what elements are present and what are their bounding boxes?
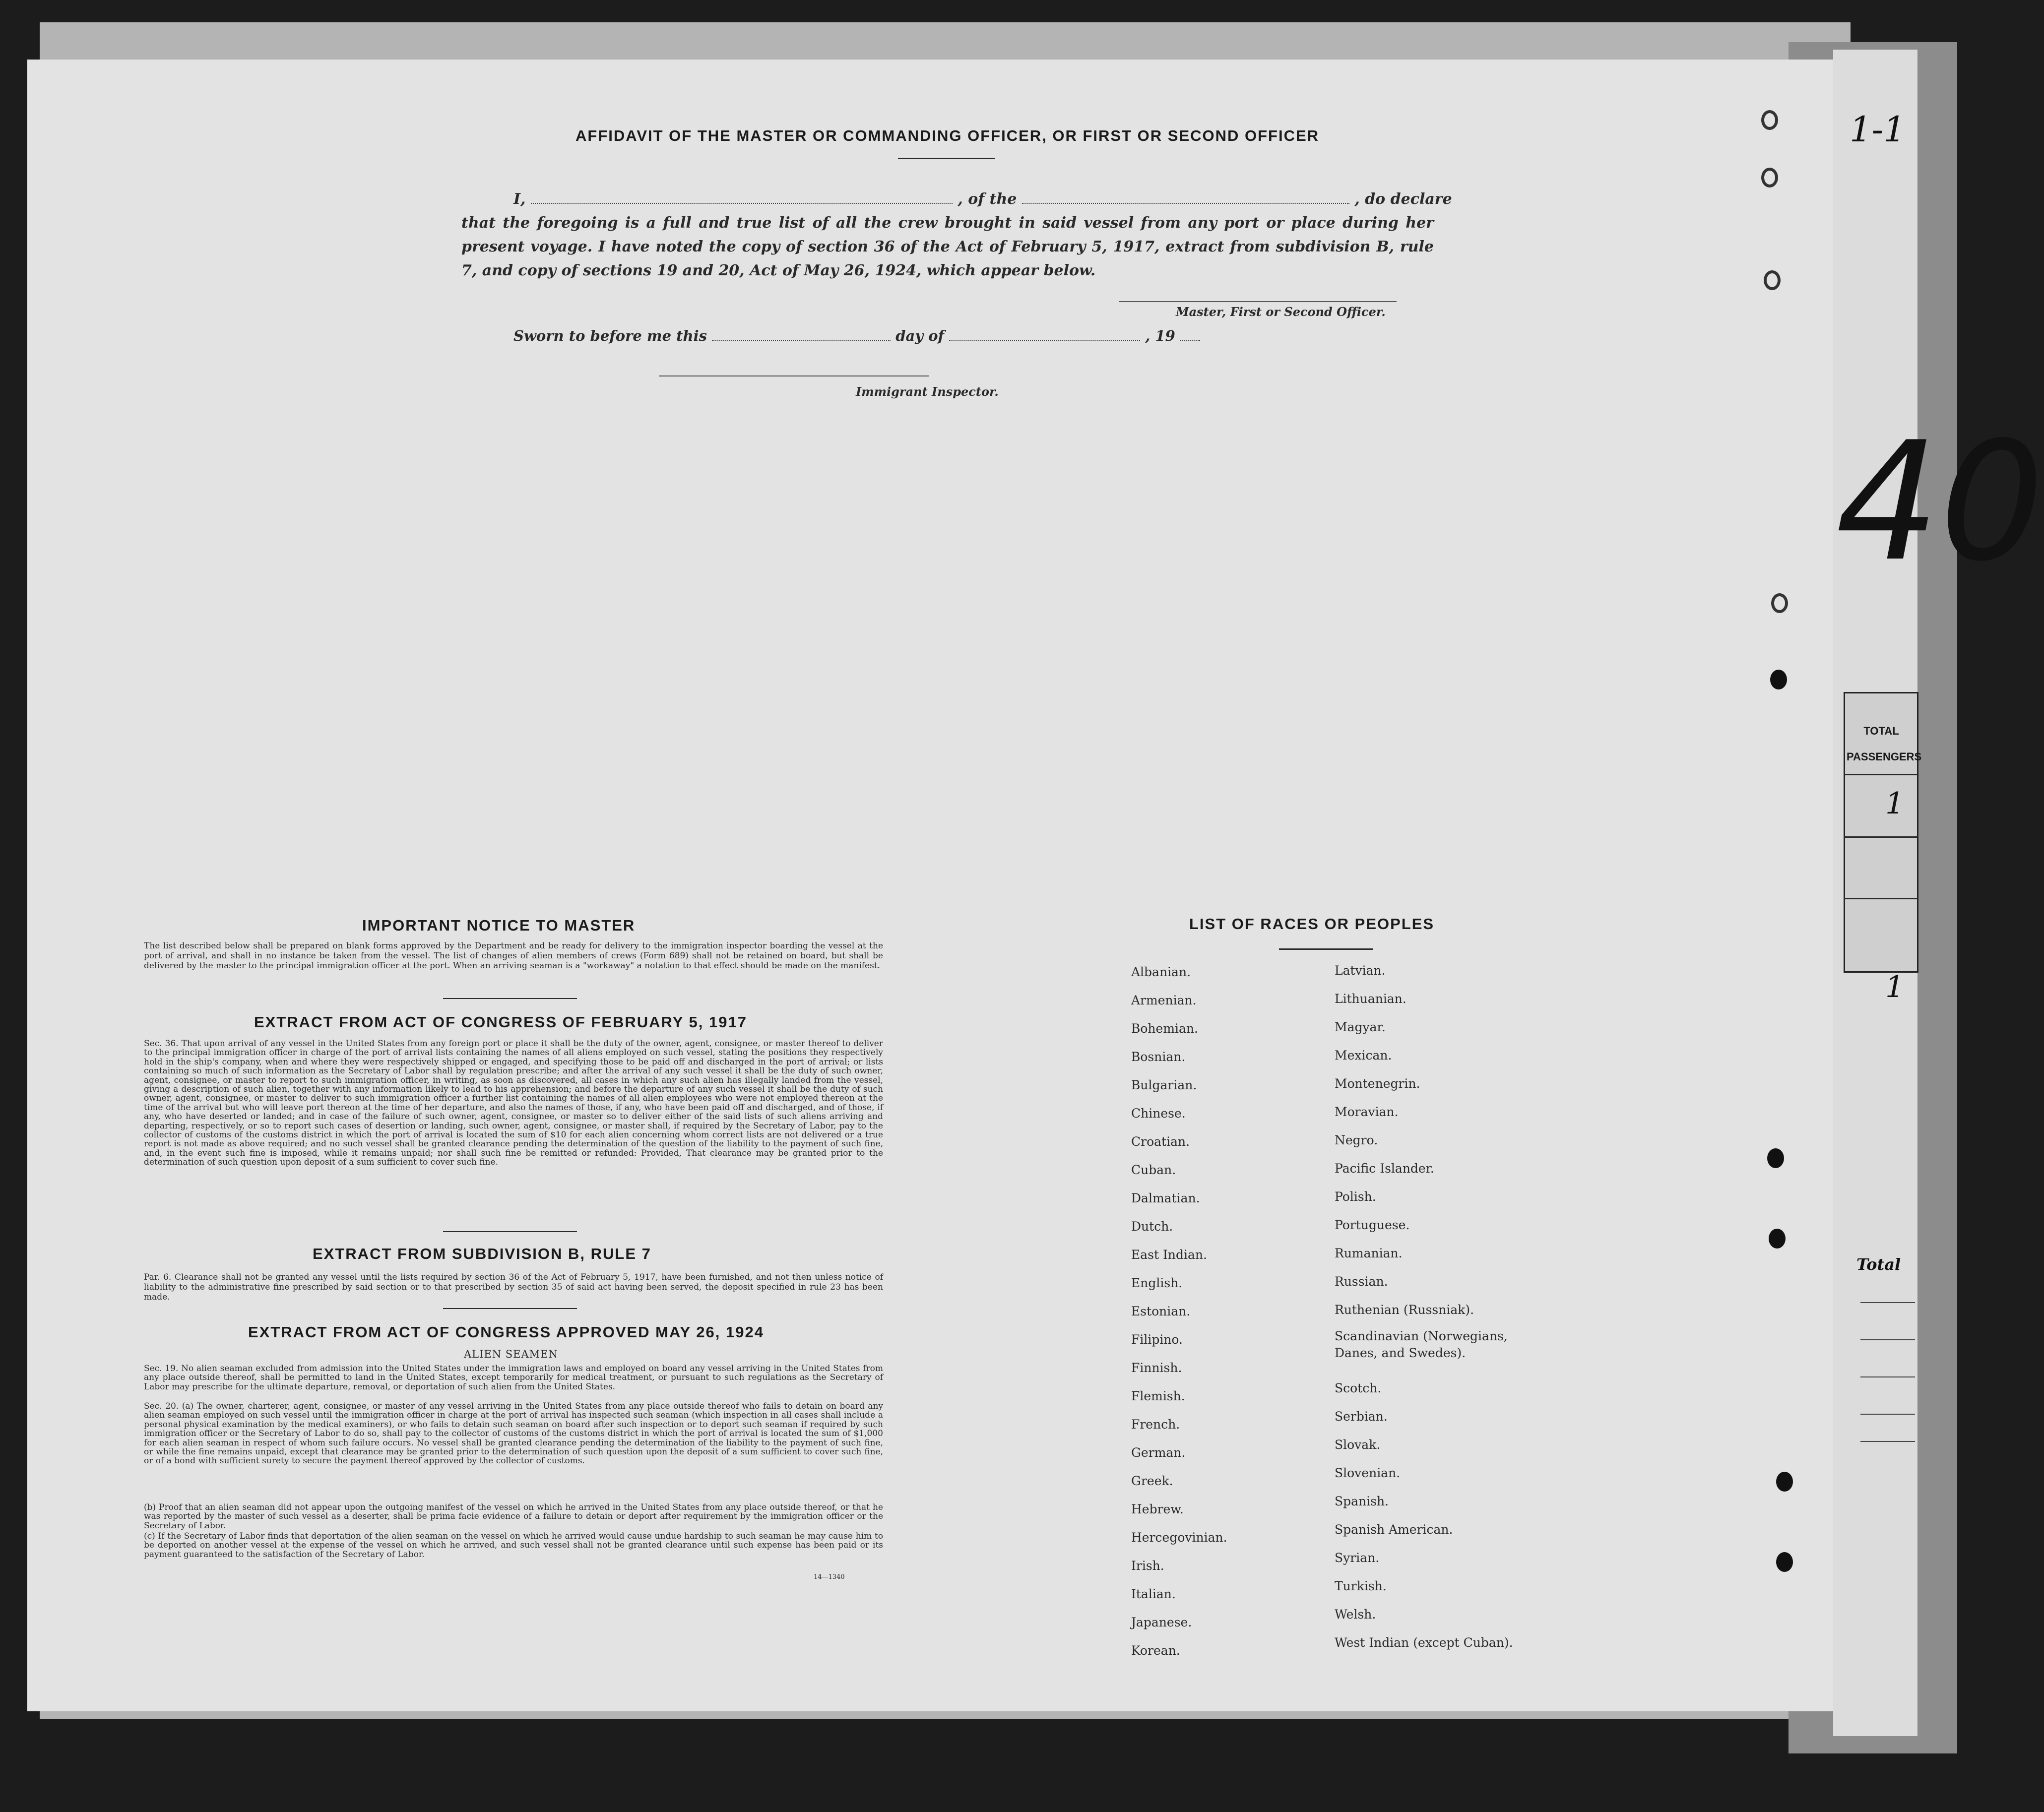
race-item: Scandinavian (Norwegians, Danes, and Swedes). — [1335, 1329, 1508, 1360]
race-item: English. — [1131, 1276, 1183, 1290]
rule7-body: Par. 6. Clearance shall not be granted any vessel until the lists required by section 36 of the Act of February 5, 1917, have been furnished, and not then unless notice of liability to the administrative fine prescribed by said section or to that prescribed by section 35 of said act having been served, the deposit specified in rule 23 has been made. — [144, 1272, 883, 1302]
race-item: Flemish. — [1131, 1389, 1185, 1403]
master-signature-label: Master, First or Second Officer. — [1176, 305, 1386, 319]
race-item: Magyar. — [1335, 1020, 1386, 1034]
race-item: German. — [1131, 1445, 1186, 1460]
race-item: Polish. — [1335, 1189, 1376, 1204]
race-item: Bohemian. — [1131, 1021, 1198, 1036]
sworn-year: , 19 — [1145, 327, 1175, 344]
race-item: Bulgarian. — [1131, 1078, 1197, 1092]
name-field-line — [531, 192, 953, 204]
binding-hole — [1776, 1472, 1793, 1492]
stray-mark: 1 — [1885, 786, 1905, 821]
race-item: Chinese. — [1131, 1106, 1186, 1121]
extract-1924-title: EXTRACT FROM ACT OF CONGRESS APPROVED MAY 26, 1924 — [248, 1323, 764, 1341]
sworn-day-of: day of — [895, 327, 945, 344]
race-item: Mexican. — [1335, 1048, 1392, 1062]
affidavit-of-the: , of the — [958, 190, 1017, 208]
extract-1924-sec19: Sec. 19. No alien seaman excluded from admission into the United States under the immigration laws and employed on board any vessel arriving in the United States from any place outside thereof, shall be permitted to land in the United States, except temporarily for medical treatment, or pursuant to such regulations as the Secretary of Labor may prescribe for the ultimate departure, removal, or deportation of such alien from the United States. — [144, 1364, 883, 1392]
binding-hole — [1776, 1552, 1793, 1572]
race-item: Spanish American. — [1335, 1522, 1453, 1537]
affidavit-title-rule — [898, 158, 995, 159]
race-item: Rumanian. — [1335, 1246, 1403, 1260]
stray-mark: 1 — [1885, 970, 1905, 1004]
tally-divider — [1844, 774, 1917, 775]
race-item: Latvian. — [1335, 963, 1386, 978]
binding-hole — [1761, 168, 1778, 187]
notice-title: IMPORTANT NOTICE TO MASTER — [362, 917, 636, 934]
notice-body: The list described below shall be prepared on blank forms approved by the Department and be ready for delivery to the immigration inspector boarding the vessel at the port of arrival, and shall in no instance be taken from the vessel. The list of changes of alien members of crews (Form 689) shall not be retained on board, but shall be delivered by the master to the principal immigration officer at the port. When an arriving seaman is a "workaway" a notation to that effect should be made on the manifest. — [144, 941, 883, 971]
rule7-title: EXTRACT FROM SUBDIVISION B, RULE 7 — [313, 1245, 651, 1262]
race-item: Slovenian. — [1335, 1466, 1401, 1480]
race-item: Syrian. — [1335, 1551, 1380, 1565]
binding-hole — [1761, 110, 1778, 130]
races-left-column — [1131, 958, 1227, 1665]
total-label: Total — [1856, 1255, 1901, 1274]
alien-seamen-subtitle: ALIEN SEAMEN — [464, 1348, 558, 1360]
total-column-line — [1860, 1302, 1915, 1303]
total-column-line — [1860, 1339, 1915, 1340]
race-item: Pacific Islander. — [1335, 1161, 1434, 1176]
race-item: Dutch. — [1131, 1219, 1173, 1234]
vessel-field-line — [1022, 192, 1349, 204]
race-item: Serbian. — [1335, 1409, 1388, 1424]
master-signature-line — [1119, 301, 1397, 302]
race-item: Filipino. — [1131, 1332, 1183, 1347]
race-item: Irish. — [1131, 1559, 1164, 1573]
binding-hole — [1764, 270, 1781, 290]
total-label-line2: PASSENGERS — [1847, 750, 1922, 763]
notice-rule — [443, 998, 577, 999]
binding-hole — [1770, 670, 1787, 689]
sworn-day-line — [712, 329, 891, 341]
race-item: Scotch. — [1335, 1381, 1382, 1395]
tally-divider — [1844, 898, 1917, 899]
total-column-line — [1860, 1414, 1915, 1415]
race-item: Ruthenian (Russniak). — [1335, 1303, 1474, 1317]
form-number: 14—1340 — [814, 1573, 845, 1581]
handwritten-number: 40 — [1836, 407, 2044, 597]
race-item: Croatian. — [1131, 1134, 1190, 1149]
extract-1924-sec20c: (c) If the Secretary of Labor finds that deportation of the alien seaman on the vessel on which he arrived would cause undue hardship to such seaman he may cause him to be deported on another vessel at the expense of the vessel on which he arrived, and such vessel shall not be granted clearance until such expense has been paid or its payment guaranteed to the satisfaction of the Secretary of Labor. — [144, 1531, 883, 1560]
race-item: Albanian. — [1131, 965, 1191, 979]
sworn-month-line — [949, 329, 1140, 341]
sworn-text: Sworn to before me this — [513, 327, 707, 344]
race-item: Finnish. — [1131, 1361, 1182, 1375]
affidavit-title: AFFIDAVIT OF THE MASTER OR COMMANDING OFFICER, OR FIRST OR SECOND OFFICER — [575, 127, 1320, 144]
total-column-line — [1860, 1441, 1915, 1442]
corner-mark: 1-1 — [1850, 109, 1906, 150]
race-item: Italian. — [1131, 1587, 1176, 1601]
affidavit-body — [461, 187, 1452, 283]
race-item: French. — [1131, 1417, 1180, 1432]
race-item: Turkish. — [1335, 1579, 1387, 1593]
race-item: West Indian (except Cuban). — [1335, 1635, 1513, 1650]
race-item: Armenian. — [1131, 993, 1197, 1007]
binding-hole — [1771, 593, 1788, 613]
race-item: Hercegovinian. — [1131, 1530, 1227, 1545]
races-title-rule — [1279, 948, 1373, 950]
race-item: Dalmatian. — [1131, 1191, 1200, 1205]
binding-hole — [1769, 1229, 1786, 1249]
race-item: Lithuanian. — [1335, 992, 1406, 1006]
race-item: Japanese. — [1131, 1615, 1192, 1629]
rule7-rule — [443, 1308, 577, 1309]
race-item: Hebrew. — [1131, 1502, 1184, 1516]
race-item: Montenegrin. — [1335, 1076, 1420, 1091]
affidavit-declaration: that the foregoing is a full and true list of all the crew brought in said vessel from any port or place during her present voyage. I have noted the copy of section 36 of the Act of February 5, 1917, extract from subdivision B, rule 7, and copy of sections 19 and 20, Act of May 26, 1924, which appear below. — [461, 214, 1434, 279]
race-item: Welsh. — [1335, 1607, 1376, 1622]
race-item: Negro. — [1335, 1133, 1378, 1147]
inspector-label: Immigrant Inspector. — [856, 384, 999, 399]
race-item: East Indian. — [1131, 1248, 1207, 1262]
extract-1917-rule — [443, 1231, 577, 1232]
race-item: Bosnian. — [1131, 1050, 1186, 1064]
sworn-line — [513, 327, 1200, 344]
total-label-line1: TOTAL — [1863, 725, 1899, 737]
extract-1924-sec20a: Sec. 20. (a) The owner, charterer, agent, consignee, or master of any vessel arriving in the United States from any place outside thereof who fails to detain on board any alien seaman employed on such vessel until the immigration officer in charge at the port of arrival has inspected such seaman (which inspection in all cases shall include a personal physical examination by the medical examiners), or who fails to detain such seaman on board after such inspection or to deport such seaman if required by such immigration officer or the Secretary of Labor to do so, shall pay to the collector of customs of the customs district in which the port of arrival is located the sum of $1,000 for each alien seaman in respect of whom such failure occurs. No vessel shall be granted clearance pending the determination of the liability to the payment of such fine, or while the fine remains unpaid, except that clearance may be granted prior to the determination of such question upon the deposit of a sum sufficient to cover such fine, or of a bond with sufficient surety to secure the payment thereof approved by the collector of customs. — [144, 1401, 883, 1466]
race-item: Korean. — [1131, 1643, 1180, 1658]
affidavit-i: I, — [513, 190, 526, 208]
extract-1917-title: EXTRACT FROM ACT OF CONGRESS OF FEBRUARY 5, 1917 — [254, 1013, 747, 1031]
race-item: Moravian. — [1335, 1105, 1399, 1119]
inspector-signature-line — [659, 375, 929, 376]
races-title: LIST OF RACES OR PEOPLES — [1189, 915, 1435, 933]
race-item: Spanish. — [1335, 1494, 1389, 1508]
tally-divider — [1844, 836, 1917, 838]
race-item: Russian. — [1335, 1274, 1388, 1289]
total-column-line — [1860, 1376, 1915, 1377]
races-right-column — [1335, 956, 1523, 1657]
race-item: Slovak. — [1335, 1437, 1381, 1452]
race-item: Greek. — [1131, 1474, 1173, 1488]
total-passengers-label — [1847, 718, 1922, 770]
extract-1917-body: Sec. 36. That upon arrival of any vessel in the United States from any foreign port or place it shall be the duty of the owner, agent, consignee, or master thereof to deliver to the principal immigration officer in charge of the port of arrival lists containing the names of all aliens employed on such vessel, stating the positions they respectively hold in the ship's company, when and where they were respectively shipped or engaged, and specifying those to be paid off and discharged in the port of arrival; or lists containing so much of such information as the Secretary of Labor shall by regulation prescribe; and after the arrival of any such vessel it shall be the duty of such owner, agent, consignee, or master to report to such immigration officer, in writing, as soon as discovered, all cases in which any such alien has illegally landed from the vessel, giving a description of such alien, together with any information likely to lead to his apprehension; and before the departure of any such vessel it shall be the duty of such owner, agent, consignee, or master to deliver to such immigration officer a further list containing the names of all alien employees who were not employed thereon at the time of the arrival but who will leave port thereon at the time of her departure, and also the names of those, if any, who have been paid off and discharged, and of those, if any, who have deserted or landed; and in case of the failure of such owner, agent, consignee, or master so to deliver either of the said lists of such aliens arriving and departing, respectively, or so to report such cases of desertion or landing, such owner, agent, consignee, or master shall, if required by the Secretary of Labor, pay to the collector of customs of the customs district in which the port of arrival is located the sum of $10 for each alien concerning whom correct lists are not delivered or a true report is not made as above required; and no such vessel shall be granted clearance pending the determination of the question of the liability to the payment of such fine, and, in the event such fine is imposed, while it remains unpaid; nor shall such fine be remitted or refunded: Provided, That clearance may be granted prior to the determination of such question upon deposit of a sum sufficient to cover such fine. — [144, 1039, 883, 1168]
race-item: Cuban. — [1131, 1163, 1176, 1177]
affidavit-declare: , do declare — [1354, 190, 1452, 208]
sworn-year-line — [1180, 329, 1200, 341]
binding-hole — [1767, 1148, 1784, 1168]
extract-1924-sec20b: (b) Proof that an alien seaman did not appear upon the outgoing manifest of the vessel on which he arrived in the United States from any place outside thereof, or that he was reported by the master of such vessel as a deserter, shall be prima facie evidence of a failure to detain or deport after requirement by the immigration officer or the Secretary of Labor. — [144, 1502, 883, 1531]
race-item: Portuguese. — [1335, 1218, 1410, 1232]
race-item: Estonian. — [1131, 1304, 1191, 1318]
